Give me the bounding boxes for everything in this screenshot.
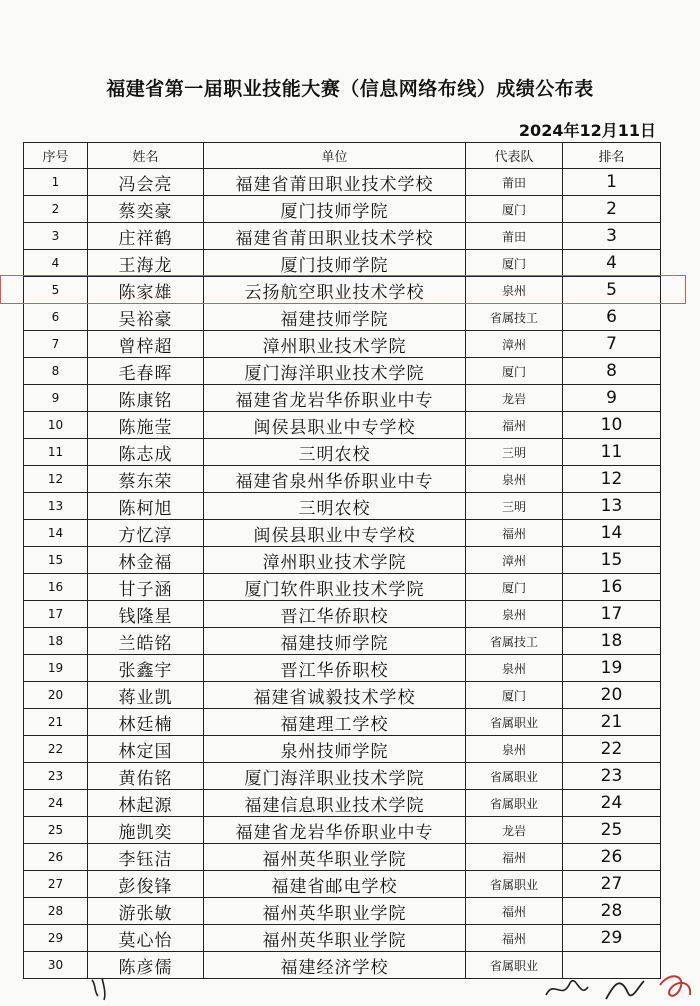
row-unit: 福建省莆田职业技术学校 [204, 223, 466, 250]
row-seq: 9 [24, 385, 88, 412]
row-unit: 福建省泉州华侨职业中专 [204, 466, 466, 493]
row-name: 黄佑铭 [88, 763, 204, 790]
table-row [24, 601, 661, 628]
row-unit: 福建技师学院 [204, 304, 466, 331]
row-rank: 21 [563, 709, 661, 736]
header-unit: 单位 [204, 143, 466, 169]
row-seq: 21 [24, 709, 88, 736]
table-row [24, 223, 661, 250]
header-rank: 排名 [563, 143, 661, 169]
row-team: 漳州 [466, 547, 563, 574]
row-rank: 23 [563, 763, 661, 790]
row-seq: 8 [24, 358, 88, 385]
row-seq: 28 [24, 898, 88, 925]
row-unit: 厦门软件职业技术学院 [204, 574, 466, 601]
row-name: 林廷楠 [88, 709, 204, 736]
row-seq: 18 [24, 628, 88, 655]
table-header-row [24, 143, 661, 169]
row-rank: 12 [563, 466, 661, 493]
table-row [24, 520, 661, 547]
row-rank: 18 [563, 628, 661, 655]
row-seq: 4 [24, 250, 88, 277]
table-row [24, 277, 661, 304]
row-unit: 福建理工学校 [204, 709, 466, 736]
table-row [24, 925, 661, 952]
row-team: 三明 [466, 439, 563, 466]
document-title: 福建省第一届职业技能大赛（信息网络布线）成绩公布表 [106, 78, 594, 100]
row-unit: 泉州技师学院 [204, 736, 466, 763]
row-name: 陈家雄 [88, 277, 204, 304]
row-name: 莫心怡 [88, 925, 204, 952]
row-unit: 三明农校 [204, 493, 466, 520]
header-name: 姓名 [88, 143, 204, 169]
row-seq: 14 [24, 520, 88, 547]
table-row [24, 196, 661, 223]
row-unit: 厦门技师学院 [204, 250, 466, 277]
row-team: 厦门 [466, 250, 563, 277]
row-team: 厦门 [466, 196, 563, 223]
row-rank: 2 [563, 196, 661, 223]
table-row [24, 628, 661, 655]
table-row [24, 763, 661, 790]
table-row [24, 817, 661, 844]
table-row [24, 466, 661, 493]
row-unit: 漳州职业技术学院 [204, 547, 466, 574]
table-row [24, 304, 661, 331]
row-name: 陈志成 [88, 439, 204, 466]
row-seq: 22 [24, 736, 88, 763]
row-rank: 20 [563, 682, 661, 709]
row-name: 甘子涵 [88, 574, 204, 601]
row-rank: 19 [563, 655, 661, 682]
row-team: 三明 [466, 493, 563, 520]
row-team: 省属职业 [466, 871, 563, 898]
row-seq: 27 [24, 871, 88, 898]
row-rank: 4 [563, 250, 661, 277]
row-seq: 30 [24, 952, 88, 979]
row-rank: 3 [563, 223, 661, 250]
row-team: 省属职业 [466, 790, 563, 817]
row-rank: 5 [563, 277, 661, 304]
row-team: 泉州 [466, 655, 563, 682]
row-rank: 17 [563, 601, 661, 628]
row-team: 厦门 [466, 358, 563, 385]
row-unit: 福建省邮电学校 [204, 871, 466, 898]
row-unit: 福建省龙岩华侨职业中专 [204, 817, 466, 844]
row-team: 龙岩 [466, 817, 563, 844]
row-team: 福州 [466, 520, 563, 547]
row-rank: 11 [563, 439, 661, 466]
row-seq: 11 [24, 439, 88, 466]
row-unit: 福建省莆田职业技术学校 [204, 169, 466, 196]
row-name: 张鑫宇 [88, 655, 204, 682]
row-rank: 27 [563, 871, 661, 898]
handwritten-mark [86, 966, 126, 1006]
row-seq: 19 [24, 655, 88, 682]
row-rank: 26 [563, 844, 661, 871]
row-name: 王海龙 [88, 250, 204, 277]
row-unit: 福建信息职业技术学院 [204, 790, 466, 817]
row-seq: 16 [24, 574, 88, 601]
row-unit: 福州英华职业学院 [204, 844, 466, 871]
row-rank: 9 [563, 385, 661, 412]
table-row [24, 844, 661, 871]
row-name: 游张敏 [88, 898, 204, 925]
row-seq: 26 [24, 844, 88, 871]
row-rank: 1 [563, 169, 661, 196]
row-unit: 福州英华职业学院 [204, 925, 466, 952]
table-row [24, 709, 661, 736]
row-seq: 20 [24, 682, 88, 709]
row-unit: 晋江华侨职校 [204, 601, 466, 628]
row-unit: 厦门技师学院 [204, 196, 466, 223]
table-row [24, 898, 661, 925]
document-date: 2024年12月11日 [518, 121, 656, 140]
row-seq: 17 [24, 601, 88, 628]
row-seq: 1 [24, 169, 88, 196]
row-unit: 漳州职业技术学院 [204, 331, 466, 358]
row-name: 林金福 [88, 547, 204, 574]
row-rank: 29 [563, 925, 661, 952]
row-name: 施凯奕 [88, 817, 204, 844]
row-name: 冯会亮 [88, 169, 204, 196]
row-rank: 22 [563, 736, 661, 763]
row-seq: 15 [24, 547, 88, 574]
row-team: 泉州 [466, 466, 563, 493]
row-name: 蔡奕豪 [88, 196, 204, 223]
row-unit: 云扬航空职业技术学校 [204, 277, 466, 304]
table-row [24, 574, 661, 601]
row-team: 福州 [466, 898, 563, 925]
row-name: 陈柯旭 [88, 493, 204, 520]
row-seq: 29 [24, 925, 88, 952]
row-team: 泉州 [466, 736, 563, 763]
row-team: 莆田 [466, 223, 563, 250]
row-seq: 3 [24, 223, 88, 250]
row-name: 蔡东荣 [88, 466, 204, 493]
row-team: 福州 [466, 925, 563, 952]
table-row [24, 682, 661, 709]
row-team: 龙岩 [466, 385, 563, 412]
row-rank: 14 [563, 520, 661, 547]
row-name: 曾梓超 [88, 331, 204, 358]
row-rank [563, 952, 661, 979]
row-rank: 25 [563, 817, 661, 844]
row-team: 漳州 [466, 331, 563, 358]
row-name: 兰皓铭 [88, 628, 204, 655]
row-rank: 15 [563, 547, 661, 574]
table-row [24, 655, 661, 682]
row-name: 蒋业凯 [88, 682, 204, 709]
row-unit: 福建技师学院 [204, 628, 466, 655]
row-rank: 10 [563, 412, 661, 439]
row-name: 陈施莹 [88, 412, 204, 439]
row-name: 毛春晖 [88, 358, 204, 385]
row-name: 钱隆星 [88, 601, 204, 628]
table-row [24, 169, 661, 196]
row-team: 厦门 [466, 574, 563, 601]
row-unit: 闽侯县职业中专学校 [204, 412, 466, 439]
row-team: 省属技工 [466, 628, 563, 655]
row-seq: 7 [24, 331, 88, 358]
row-rank: 7 [563, 331, 661, 358]
table-row [24, 871, 661, 898]
table-row [24, 385, 661, 412]
row-name: 林起源 [88, 790, 204, 817]
row-seq: 12 [24, 466, 88, 493]
results-table [23, 142, 661, 979]
row-rank: 13 [563, 493, 661, 520]
table-row [24, 736, 661, 763]
row-team: 泉州 [466, 277, 563, 304]
row-name: 陈康铭 [88, 385, 204, 412]
row-name: 吴裕豪 [88, 304, 204, 331]
row-team: 省属职业 [466, 952, 563, 979]
row-rank: 8 [563, 358, 661, 385]
row-team: 厦门 [466, 682, 563, 709]
row-unit: 厦门海洋职业技术学院 [204, 763, 466, 790]
row-unit: 福州英华职业学院 [204, 898, 466, 925]
row-unit: 福建省龙岩华侨职业中专 [204, 385, 466, 412]
row-seq: 2 [24, 196, 88, 223]
row-unit: 晋江华侨职校 [204, 655, 466, 682]
row-team: 省属技工 [466, 304, 563, 331]
row-team: 泉州 [466, 601, 563, 628]
row-seq: 23 [24, 763, 88, 790]
table-row [24, 331, 661, 358]
table-row [24, 547, 661, 574]
row-name: 林定国 [88, 736, 204, 763]
table-body [24, 169, 661, 979]
table-row [24, 250, 661, 277]
row-unit: 三明农校 [204, 439, 466, 466]
row-team: 福州 [466, 844, 563, 871]
table-row [24, 358, 661, 385]
table-row [24, 412, 661, 439]
row-unit: 福建经济学校 [204, 952, 466, 979]
table-row [24, 493, 661, 520]
row-team: 福州 [466, 412, 563, 439]
row-name: 方忆淳 [88, 520, 204, 547]
row-seq: 5 [24, 277, 88, 304]
row-seq: 24 [24, 790, 88, 817]
row-seq: 10 [24, 412, 88, 439]
header-seq: 序号 [24, 143, 88, 169]
table-row [24, 439, 661, 466]
row-team: 莆田 [466, 169, 563, 196]
row-team: 省属职业 [466, 763, 563, 790]
row-unit: 厦门海洋职业技术学院 [204, 358, 466, 385]
row-seq: 25 [24, 817, 88, 844]
row-rank: 28 [563, 898, 661, 925]
row-team: 省属职业 [466, 709, 563, 736]
row-rank: 6 [563, 304, 661, 331]
row-rank: 16 [563, 574, 661, 601]
row-name: 陈彦儒 [88, 952, 204, 979]
row-unit: 福建省诚毅技术学校 [204, 682, 466, 709]
row-name: 庄祥鹤 [88, 223, 204, 250]
table-row [24, 790, 661, 817]
row-name: 李钰洁 [88, 844, 204, 871]
row-name: 彭俊锋 [88, 871, 204, 898]
row-unit: 闽侯县职业中专学校 [204, 520, 466, 547]
row-seq: 13 [24, 493, 88, 520]
row-seq: 6 [24, 304, 88, 331]
row-rank: 24 [563, 790, 661, 817]
header-team: 代表队 [466, 143, 563, 169]
